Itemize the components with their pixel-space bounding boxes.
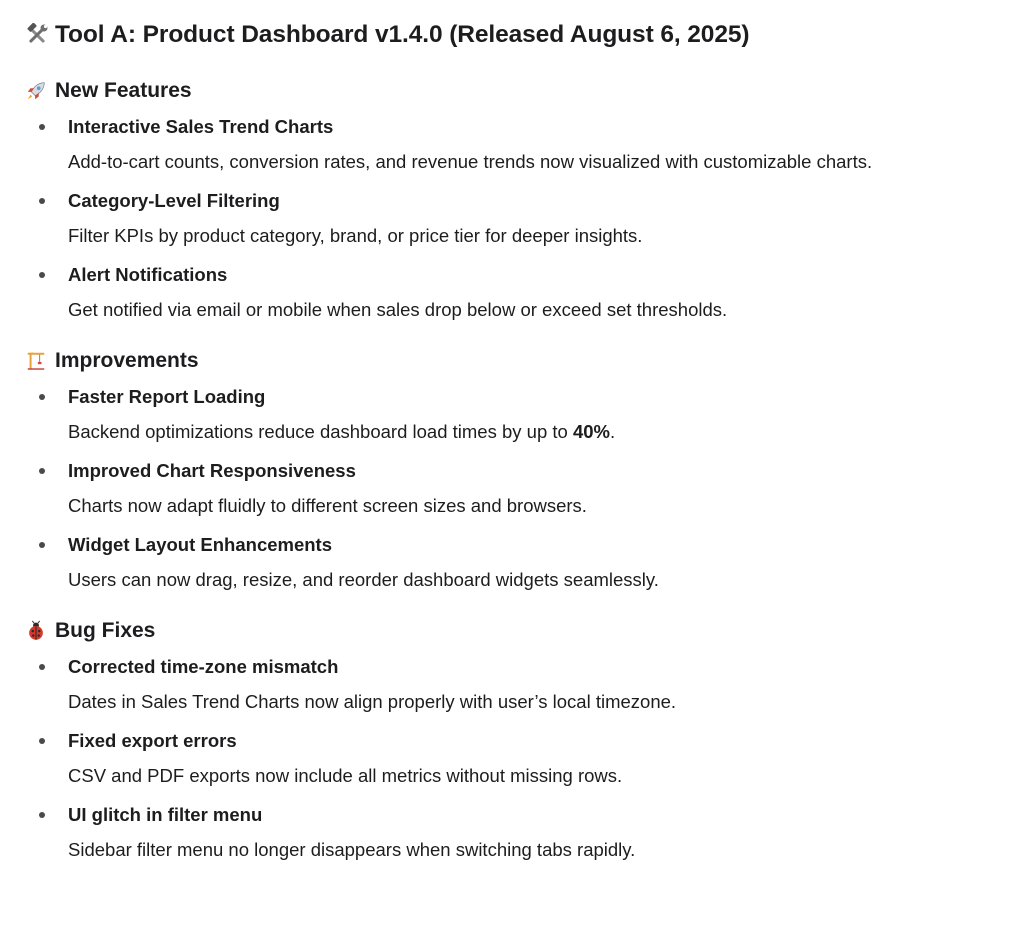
section-title: Improvements xyxy=(55,349,199,372)
section-title: Bug Fixes xyxy=(55,619,156,642)
page-title: Tool A: Product Dashboard v1.4.0 (Released August 6, 2025) xyxy=(55,21,750,48)
bullet xyxy=(39,394,45,400)
bullet xyxy=(39,272,45,278)
page-header xyxy=(25,18,1024,52)
item-description: CSV and PDF exports now include all metrics without missing rows. xyxy=(68,765,623,786)
rocket-icon xyxy=(25,80,55,102)
item-description: Users can now drag, resize, and reorder dashboard widgets seamlessly. xyxy=(68,569,659,590)
list-item xyxy=(25,653,1024,724)
item-description xyxy=(68,417,1024,454)
list-item xyxy=(25,383,1024,454)
item-title: Faster Report Loading xyxy=(68,386,266,407)
item-description: Charts now adapt fluidly to different screen sizes and browsers. xyxy=(68,495,587,516)
construction-crane-icon xyxy=(25,350,55,372)
section-header xyxy=(25,616,1024,646)
list-item xyxy=(25,261,1024,332)
description-text-end: . xyxy=(609,421,616,442)
section-new-features xyxy=(25,76,1024,332)
feature-list xyxy=(25,113,1024,332)
bugfix-list xyxy=(25,653,1024,872)
tools-icon xyxy=(25,23,55,47)
item-title: Fixed export errors xyxy=(68,730,237,751)
section-bug-fixes xyxy=(25,616,1024,872)
list-item xyxy=(25,727,1024,798)
bullet xyxy=(39,812,45,818)
item-description: Sidebar filter menu no longer disappears when switching tabs rapidly. xyxy=(68,839,636,860)
item-title: Interactive Sales Trend Charts xyxy=(68,116,334,137)
list-item xyxy=(25,457,1024,528)
bullet xyxy=(39,542,45,548)
description-highlight: 40% xyxy=(572,421,610,442)
bullet xyxy=(39,664,45,670)
item-description: Dates in Sales Trend Charts now align properly with user’s local timezone. xyxy=(68,691,677,712)
item-description: Add-to-cart counts, conversion rates, and revenue trends now visualized with customizable charts. xyxy=(68,151,873,172)
list-item xyxy=(25,531,1024,602)
bullet xyxy=(39,468,45,474)
bullet xyxy=(39,738,45,744)
item-title: Category-Level Filtering xyxy=(68,190,280,211)
item-description: Filter KPIs by product category, brand, or price tier for deeper insights. xyxy=(68,225,643,246)
item-title: UI glitch in filter menu xyxy=(68,804,263,825)
list-item xyxy=(25,113,1024,184)
list-item xyxy=(25,801,1024,872)
list-item xyxy=(25,187,1024,258)
item-title: Corrected time-zone mismatch xyxy=(68,656,339,677)
item-title: Widget Layout Enhancements xyxy=(68,534,333,555)
section-header xyxy=(25,76,1024,106)
improvement-list xyxy=(25,383,1024,602)
item-title: Improved Chart Responsiveness xyxy=(68,460,356,481)
bullet xyxy=(39,124,45,130)
item-description: Get notified via email or mobile when sales drop below or exceed set thresholds. xyxy=(68,299,728,320)
description-text: Backend optimizations reduce dashboard load times by up to xyxy=(68,421,573,442)
section-title: New Features xyxy=(55,79,192,102)
section-header xyxy=(25,346,1024,376)
ladybug-icon xyxy=(25,620,55,642)
item-title: Alert Notifications xyxy=(68,264,228,285)
bullet xyxy=(39,198,45,204)
section-improvements xyxy=(25,346,1024,602)
